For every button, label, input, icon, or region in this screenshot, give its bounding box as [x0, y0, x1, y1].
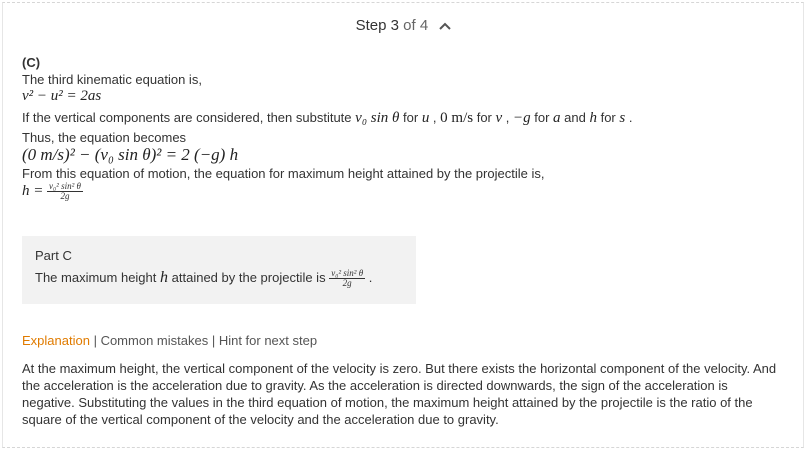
- part-c-prefix: The maximum height: [35, 270, 157, 285]
- tab-separator-1: |: [89, 333, 101, 348]
- part-c-denominator: 2g: [342, 278, 352, 289]
- sub-term-3: −g: [513, 110, 531, 126]
- height-equation: [22, 182, 792, 201]
- chevron-up-icon[interactable]: [438, 21, 452, 31]
- step-number: Step 3: [355, 17, 399, 34]
- for-word-3: for: [530, 110, 554, 125]
- from-text: From this equation of motion, the equation for maximum height attained by the projectile is,: [22, 166, 545, 181]
- step-header[interactable]: [0, 17, 808, 34]
- height-lhs: h =: [22, 183, 44, 199]
- tab-separator-2: |: [208, 333, 219, 348]
- part-c-suffix: attained by the projectile is: [171, 270, 326, 285]
- sep-1: ,: [429, 110, 441, 125]
- part-c-title: Part C: [35, 248, 72, 263]
- height-fraction: [47, 182, 83, 201]
- kinematic-equation: v² − u² = 2as: [22, 88, 102, 104]
- and-word: and: [560, 110, 590, 125]
- thus-text: Thus, the equation becomes: [22, 130, 187, 145]
- sub-term-2: 0 m/s: [440, 110, 474, 126]
- sub-term-1: v₀ sin θ: [355, 110, 400, 126]
- step-label: (C): [22, 55, 41, 70]
- part-c-answer-box: [22, 236, 416, 304]
- part-c-numerator: v₀² sin² θ: [331, 268, 364, 279]
- part-c-end: .: [368, 270, 373, 285]
- explanation-tabs: [22, 333, 317, 348]
- intro-text: The third kinematic equation is,: [22, 72, 202, 87]
- var-v: v: [495, 110, 503, 126]
- step-total: of 4: [399, 17, 429, 34]
- var-u: u: [421, 110, 430, 126]
- solution-content: [22, 54, 792, 201]
- tab-explanation[interactable]: Explanation: [22, 333, 90, 348]
- for-word-2: for: [473, 110, 496, 125]
- for-word-1: for: [399, 110, 422, 125]
- substitute-sentence: [22, 109, 792, 127]
- var-h: h: [589, 110, 597, 126]
- var-s: s: [619, 110, 626, 126]
- height-numerator: v₀² sin² θ: [49, 181, 81, 192]
- part-c-fraction: [329, 269, 365, 288]
- part-c-var: h: [160, 269, 169, 286]
- substituted-equation: (0 m/s)² − (v₀ sin θ)² = 2 (−g) h: [22, 145, 239, 164]
- end-dot: .: [625, 110, 633, 125]
- var-a: a: [553, 110, 561, 126]
- part-c-answer: [35, 269, 416, 288]
- explanation-text: At the maximum height, the vertical component of the velocity is zero. But there exists the horizontal component of the velocity. And the acceleration is the acceleration due to gravity. As the acceleration is directed downwards, the sign of the acceleration is negative. Substituting the values in the third equation of motion, the maximum height attained by the projectile is the ratio of the square of the vertical component of the velocity and the acceleration due to gravity.: [22, 361, 777, 427]
- substitute-prefix: If the vertical components are considered, then substitute: [22, 110, 352, 125]
- tab-common-mistakes[interactable]: Common mistakes: [100, 333, 209, 348]
- height-denominator: 2g: [60, 191, 70, 202]
- for-word-4: for: [596, 110, 620, 125]
- tab-hint[interactable]: Hint for next step: [218, 333, 318, 348]
- sep-2: ,: [502, 110, 514, 125]
